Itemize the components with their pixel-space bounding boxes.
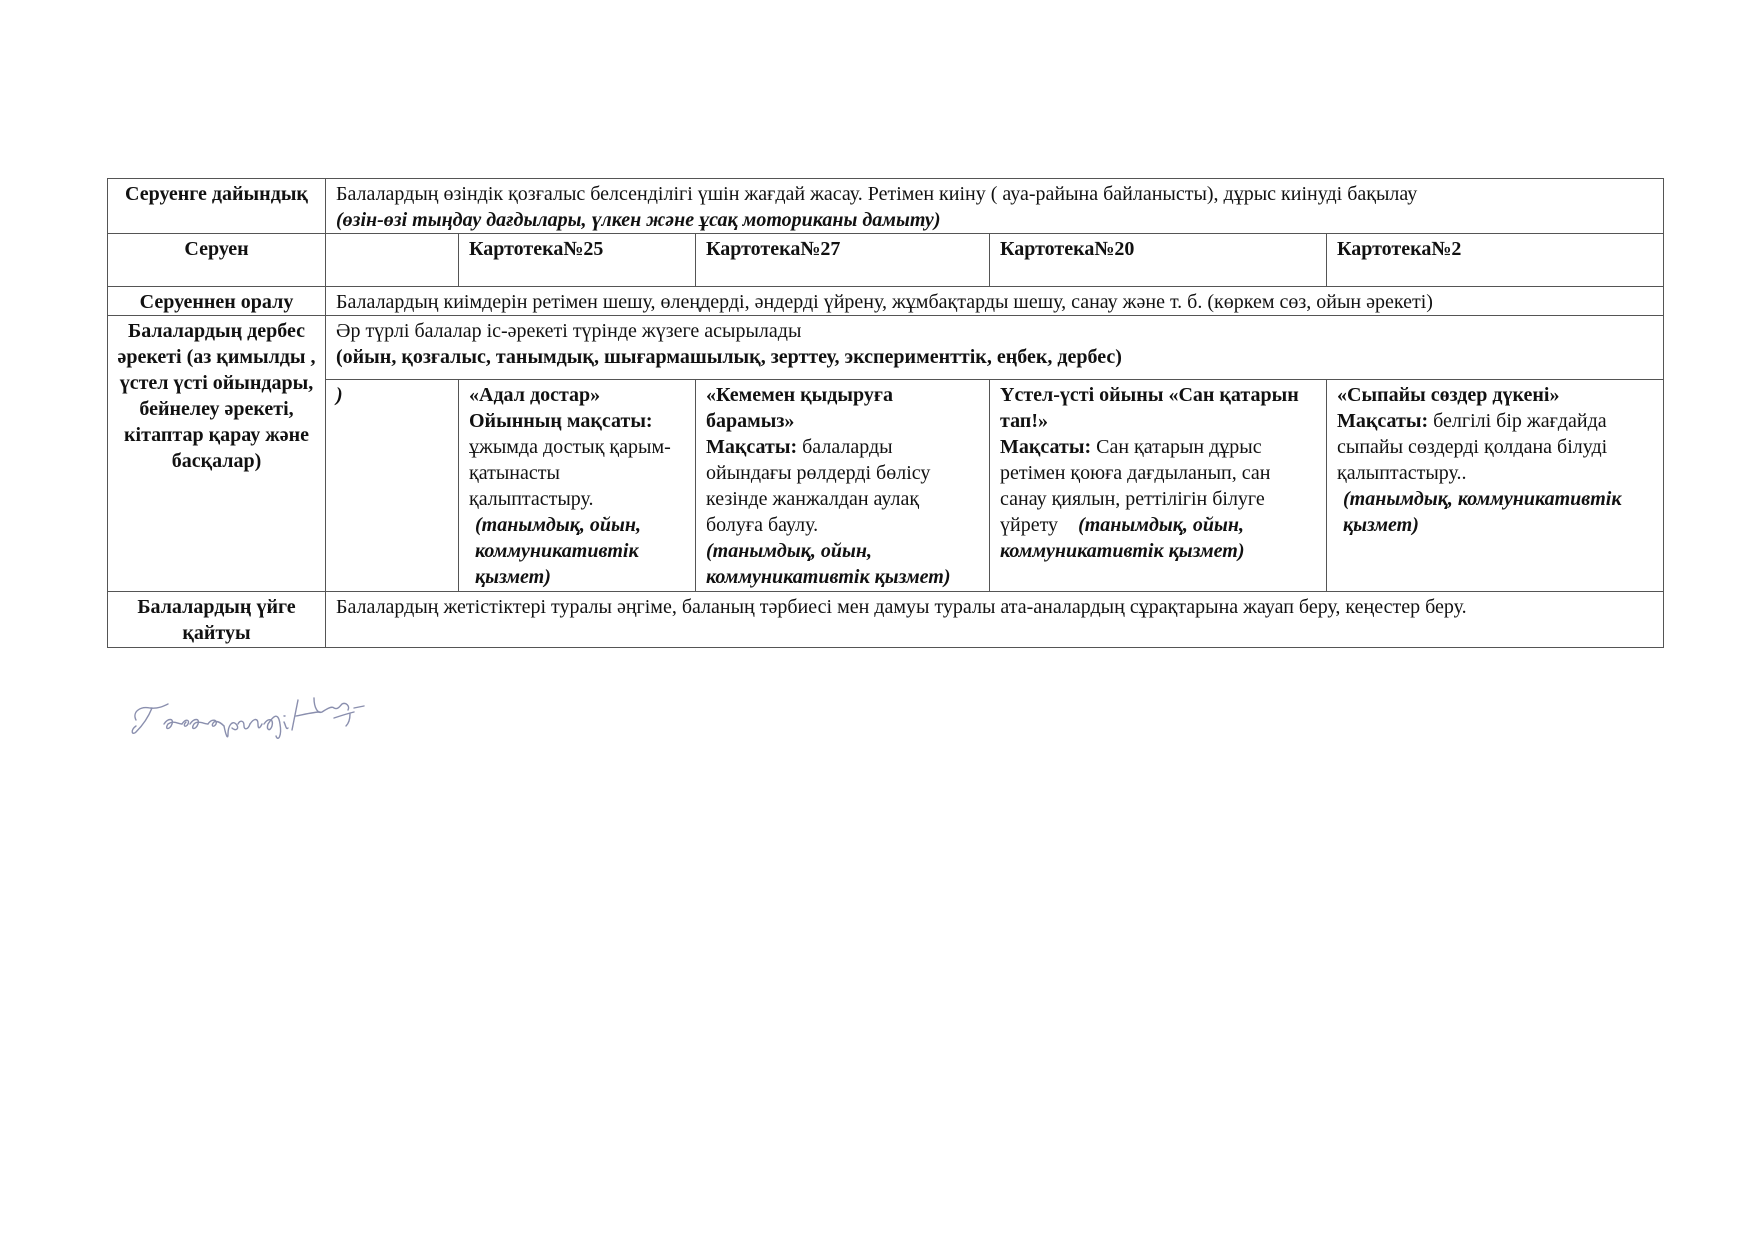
game-goal: ұжымда достық қарым-қатынасты қалыптастыру.	[469, 436, 671, 510]
game-cell	[696, 380, 990, 592]
row-header: Серуен	[108, 234, 326, 287]
game-title: «Адал достар»	[469, 384, 601, 406]
empty-cell	[326, 234, 459, 287]
first-cell: )	[326, 380, 459, 592]
game-goal-label: Мақсаты:	[706, 436, 798, 458]
game-goal: белгілі бір жағдайда сыпайы сөздерді қолдана білуді қалыптастыру..	[1337, 410, 1608, 484]
game-goal: Сан қатарын дұрыс ретімен қоюға дағдыланып, сан санау қиялын, реттілігін білуге үйрету	[1000, 436, 1271, 536]
game-title: «Сыпайы сөздер дүкені»	[1337, 384, 1560, 406]
row-walk-preparation	[108, 179, 1664, 234]
row-text: Балалардың киімдерін ретімен шешу, өлеңдерді, әндерді үйрену, жұмбақтарды шешу, санау және т. б. (көркем сөз, ойын әрекеті)	[326, 287, 1664, 316]
row-header: Серуеннен оралу	[108, 287, 326, 316]
game-goal-label: Ойынның мақсаты:	[469, 410, 653, 432]
handwritten-signature	[128, 690, 388, 754]
game-cell	[990, 380, 1327, 592]
row-note: (өзін-өзі тыңдау дағдылары, үлкен және ұсақ моториканы дамыту)	[336, 209, 941, 231]
row-header: Серуенге дайындық	[108, 179, 326, 234]
game-title: «Кемемен қыдыруға барамыз»	[706, 384, 893, 432]
card-cell: Картотека№27	[696, 234, 990, 287]
row-header: Балалардың үйге қайтуы	[108, 592, 326, 648]
row-content	[326, 179, 1664, 234]
game-goal: балаларды ойындағы рөлдерді бөлісу кезінде жанжалдан аулақ болуға баулу.	[706, 436, 931, 536]
card-cell: Картотека№20	[990, 234, 1327, 287]
game-tags: (танымдық, ойын, коммуникативтік қызмет)	[706, 540, 951, 588]
card-cell: Картотека№25	[459, 234, 696, 287]
row-content	[326, 316, 1664, 380]
row-walk	[108, 234, 1664, 287]
row-independent-activity	[108, 316, 1664, 380]
row-text: Балалардың өзіндік қозғалыс белсенділігі үшін жағдай жасау. Ретімен киіну ( ауа-райына байланысты), дұрыс киінуді бақылау	[336, 183, 1418, 205]
row-games	[108, 380, 1664, 592]
card-cell: Картотека№2	[1327, 234, 1664, 287]
row-intro: Әр түрлі балалар іс-әрекеті түрінде жүзеге асырылады	[336, 320, 802, 342]
row-intro-bold: (ойын, қозғалыс, танымдық, шығармашылық, зерттеу, эксперименттік, еңбек, дербес)	[336, 346, 1122, 368]
row-text: Балалардың жетістіктері туралы әңгіме, баланың тәрбиесі мен дамуы туралы ата-аналардың сұрақтарына жауап беру, кеңестер беру.	[326, 592, 1664, 648]
game-cell	[1327, 380, 1664, 592]
game-tags: (танымдық, ойын, коммуникативтік қызмет)	[475, 514, 641, 588]
row-going-home	[108, 592, 1664, 648]
plan-table	[107, 178, 1664, 648]
row-return-from-walk	[108, 287, 1664, 316]
row-header: Балалардың дербес әрекеті (аз қимылды , үстел үсті ойындары, бейнелеу әрекеті, кітаптар қарау және басқалар)	[108, 316, 326, 592]
game-goal-label: Мақсаты:	[1337, 410, 1429, 432]
game-goal-label: Мақсаты:	[1000, 436, 1092, 458]
game-tags: (танымдық, ойын, коммуникативтік қызмет)	[1000, 514, 1245, 562]
game-cell	[459, 380, 696, 592]
game-title: Үстел-үсті ойыны «Сан қатарын тап!»	[1000, 384, 1299, 432]
game-tags: (танымдық, коммуникативтік қызмет)	[1343, 488, 1622, 536]
